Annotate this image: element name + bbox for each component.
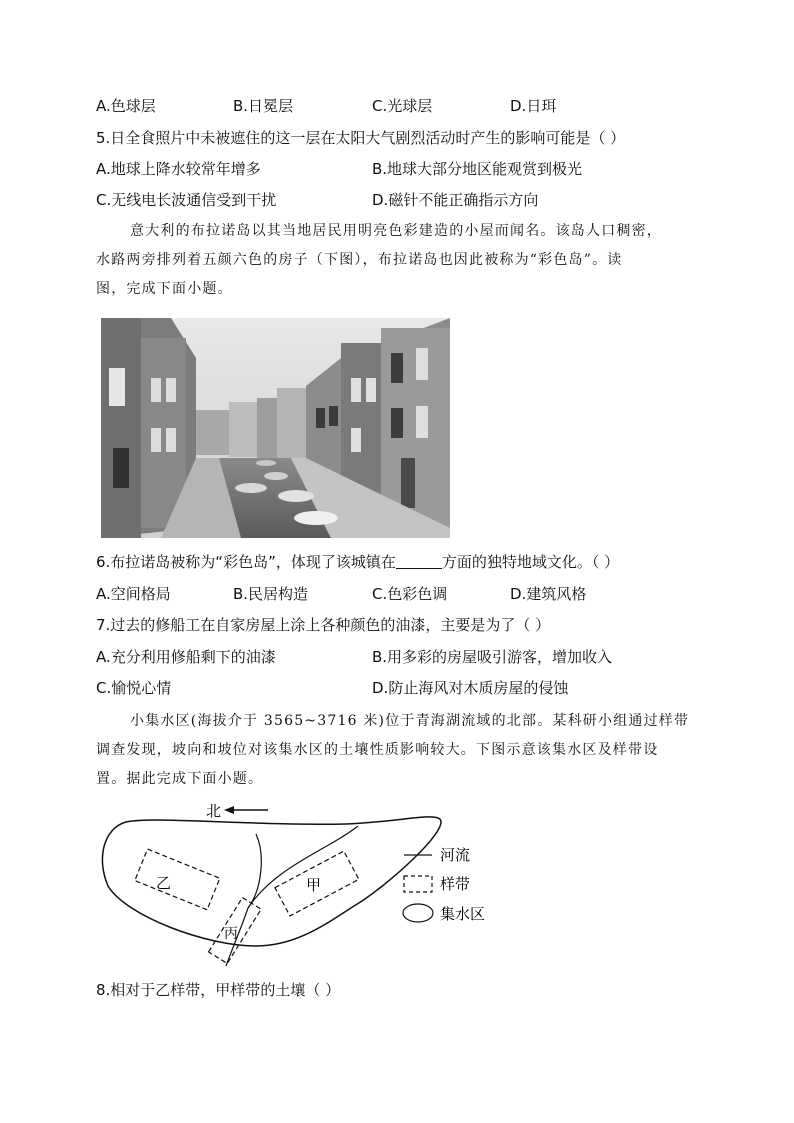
q7-option-b: B.用多彩的房屋吸引游客，增加收入 [372, 648, 613, 666]
q6-blank [396, 552, 442, 569]
north-arrow-head [224, 806, 234, 814]
q6-stem-part-a: 6.布拉诺岛被称为“彩色岛”，体现了该城镇在 [96, 553, 396, 571]
passage2-line1: 小集水区(海拔介于 3565~3716 米)位于青海湖流域的北部。某科研小组通过样带 [130, 713, 690, 729]
q5-option-c: C.无线电长波通信受到干扰 [96, 191, 277, 209]
catchment-diagram [96, 796, 516, 976]
river-right-branch [248, 826, 358, 908]
passage1-line2: 水路两旁排列着五颜六色的房子（下图），布拉诺岛也因此被称为“彩色岛”。读 [96, 252, 623, 268]
q5-option-b: B.地球大部分地区能观赏到极光 [372, 160, 583, 178]
legend-belt-symbol [404, 876, 432, 892]
q8-stem: 8.相对于乙样带，甲样带的土壤（ ） [96, 981, 341, 999]
zone-bing-label: 丙 [224, 926, 238, 942]
legend-catchment-symbol [403, 904, 433, 922]
passage2-line2: 调查发现，坡向和坡位对该集水区的土壤性质影响较大。下图示意该集水区及样带设 [96, 742, 659, 758]
passage-burano [96, 217, 696, 304]
q6-option-a: A.空间格局 [96, 585, 171, 603]
q7-option-a: A.充分利用修船剩下的油漆 [96, 648, 276, 666]
legend-river-label: 河流 [440, 846, 471, 864]
q4-option-a: A.色球层 [96, 97, 156, 115]
q6-option-d: D.建筑风格 [510, 585, 587, 603]
q6-stem [96, 552, 619, 572]
q6-option-b: B.民居构造 [233, 585, 309, 603]
q7-stem: 7.过去的修船工在自家房屋上涂上各种颜色的油漆，主要是为了（ ） [96, 616, 551, 634]
q6-option-c: C.色彩色调 [372, 585, 448, 603]
q4-option-b: B.日冕层 [233, 97, 294, 115]
zone-yi-label: 乙 [156, 874, 172, 892]
q6-stem-part-b: 方面的独特地域文化。（ ） [441, 553, 620, 571]
q4-option-d: D.日珥 [510, 97, 557, 115]
passage2-line3: 置。据此完成下面小题。 [96, 771, 264, 787]
river-left-branch [248, 834, 261, 908]
north-label: 北 [206, 802, 222, 820]
q4-option-c: C.光球层 [372, 97, 433, 115]
legend-belt-label: 样带 [440, 875, 471, 893]
q5-option-a: A.地球上降水较常年增多 [96, 160, 261, 178]
passage1-line3: 图，完成下面小题。 [96, 281, 233, 297]
legend-catchment-label: 集水区 [440, 905, 486, 923]
q5-option-d: D.磁针不能正确指示方向 [372, 191, 539, 209]
passage-catchment [96, 707, 696, 794]
sample-belt-yi [135, 849, 220, 910]
zone-jia-label: 甲 [306, 876, 322, 894]
q7-option-c: C.愉悦心情 [96, 679, 172, 697]
burano-canal-photo [101, 318, 450, 538]
passage1-line1: 意大利的布拉诺岛以其当地居民用明亮色彩建造的小屋而闻名。该岛人口稠密， [130, 223, 662, 239]
q5-stem: 5.日全食照片中未被遮住的这一层在太阳大气剧烈活动时产生的影响可能是（ ） [96, 129, 626, 147]
q7-option-d: D.防止海风对木质房屋的侵蚀 [372, 679, 569, 697]
